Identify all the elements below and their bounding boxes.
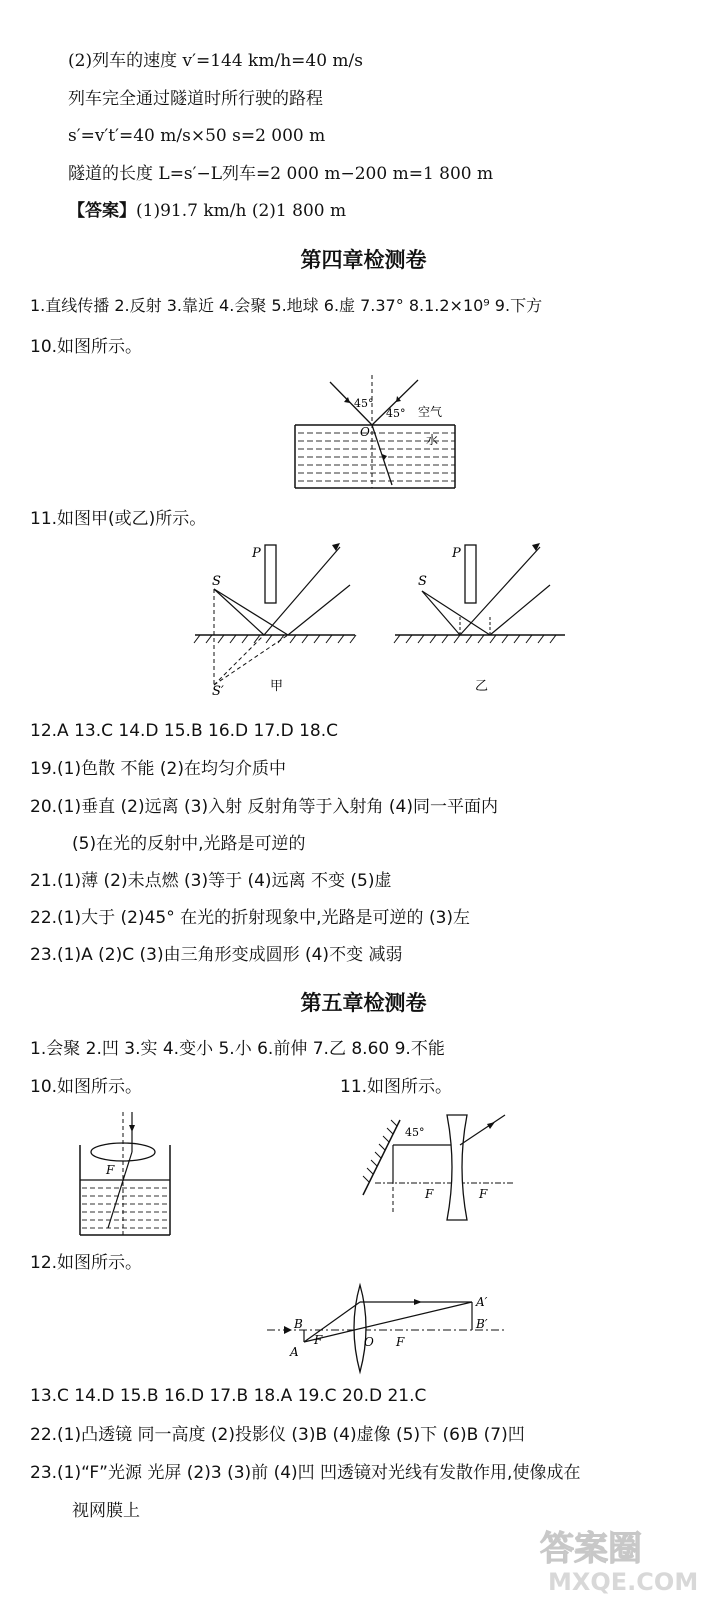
ch4-fig11 bbox=[190, 535, 580, 700]
ch5-q10: 10.如图所示。 bbox=[30, 1077, 143, 1097]
ch5-fig10 bbox=[70, 1110, 180, 1240]
chapter4-title: 第四章检测卷 bbox=[300, 248, 427, 272]
ch4-q22: 22.(1)大于 (2)45° 在光的折射现象中,光路是可逆的 (3)左 bbox=[30, 908, 471, 928]
ch4-q20-a: 20.(1)垂直 (2)远离 (3)入射 反射角等于入射角 (4)同一平面内 bbox=[30, 797, 498, 817]
fig10-air-label: 空气 bbox=[418, 405, 443, 419]
ch5-fig12 bbox=[262, 1280, 512, 1375]
ch5-fig12-a: A bbox=[290, 1345, 299, 1359]
answer-tag: 【答案】 bbox=[68, 201, 136, 221]
ch4-q23: 23.(1)A (2)C (3)由三角形变成圆形 (4)不变 减弱 bbox=[30, 945, 403, 965]
fig11-yi-s: S bbox=[418, 574, 427, 589]
fig11-jia-label: 甲 bbox=[270, 679, 284, 694]
fig11-jia-s-prime: S′ bbox=[212, 684, 224, 699]
ch4-q11: 11.如图甲(或乙)所示。 bbox=[30, 509, 207, 529]
ch5-q22: 22.(1)凸透镜 同一高度 (2)投影仪 (3)B (4)虚像 (5)下 (6)B (7)凹 bbox=[30, 1425, 525, 1445]
watermark-text-cn: 答案圈 bbox=[540, 1529, 642, 1569]
ch5-fig12-a-prime: A′ bbox=[476, 1295, 488, 1309]
ch5-fig12-o: O bbox=[364, 1335, 374, 1349]
ch4-q10: 10.如图所示。 bbox=[30, 337, 143, 357]
ch5-fig11-angle: 45° bbox=[405, 1126, 425, 1139]
ch4-q1-9: 1.直线传播 2.反射 3.靠近 4.会聚 5.地球 6.虚 7.37° 8.1.2×10⁹ 9.下方 bbox=[30, 296, 543, 315]
ch5-fig11 bbox=[355, 1110, 515, 1225]
fig11-jia-s: S bbox=[212, 574, 221, 589]
ch5-fig11-f2: F bbox=[479, 1187, 488, 1201]
fig11-yi-label: 乙 bbox=[475, 679, 489, 694]
fig11-jia-p: P bbox=[252, 546, 261, 561]
distance-intro-line: 列车完全通过隧道时所行驶的路程 bbox=[68, 89, 323, 109]
ch4-q20-b: (5)在光的反射中,光路是可逆的 bbox=[72, 834, 306, 854]
fig10-angle-a: 45° bbox=[354, 397, 374, 410]
answer-text: (1)91.7 km/h (2)1 800 m bbox=[136, 201, 347, 221]
ch5-q11: 11.如图所示。 bbox=[340, 1077, 453, 1097]
ch5-q23-a: 23.(1)“F”光源 光屏 (2)3 (3)前 (4)凹 凹透镜对光线有发散作用,使像成在 bbox=[30, 1463, 581, 1483]
watermark-logo bbox=[530, 1520, 720, 1595]
ch5-fig10-f: F bbox=[106, 1163, 115, 1177]
chapter5-title: 第五章检测卷 bbox=[300, 991, 427, 1015]
fig10-water-label: 水 bbox=[426, 433, 439, 447]
ch5-q23-b: 视网膜上 bbox=[72, 1501, 140, 1521]
watermark-text-url: MXQE.COM bbox=[548, 1568, 699, 1595]
fig11-yi-p: P bbox=[452, 546, 461, 561]
ch5-fig12-b: B bbox=[294, 1317, 303, 1331]
fig10-angle-b: 45° bbox=[386, 407, 406, 420]
fig10-point-o: O bbox=[360, 425, 370, 439]
ch5-fig12-b-prime: B′ bbox=[476, 1317, 488, 1331]
ch5-q1-9: 1.会聚 2.凹 3.实 4.变小 5.小 6.前伸 7.乙 8.60 9.不能 bbox=[30, 1039, 445, 1059]
answer-line bbox=[68, 200, 346, 222]
ch4-q19: 19.(1)色散 不能 (2)在均匀介质中 bbox=[30, 759, 287, 779]
ch4-fig10 bbox=[290, 370, 460, 490]
ch5-fig11-f1: F bbox=[425, 1187, 434, 1201]
ch5-q12: 12.如图所示。 bbox=[30, 1253, 143, 1273]
ch5-fig12-f2: F bbox=[396, 1335, 405, 1349]
ch5-fig12-f1: F bbox=[314, 1333, 323, 1347]
tunnel-length-line: 隧道的长度 L=s′−L列车=2 000 m−200 m=1 800 m bbox=[68, 164, 494, 184]
train-speed-line: (2)列车的速度 v′=144 km/h=40 m/s bbox=[68, 51, 363, 71]
ch5-q13-21: 13.C 14.D 15.B 16.D 17.B 18.A 19.C 20.D 21.C bbox=[30, 1386, 427, 1406]
ch4-q21: 21.(1)薄 (2)未点燃 (3)等于 (4)远离 不变 (5)虚 bbox=[30, 871, 392, 891]
distance-calc-line: s′=v′t′=40 m/s×50 s=2 000 m bbox=[68, 126, 326, 146]
ch4-q12-18: 12.A 13.C 14.D 15.B 16.D 17.D 18.C bbox=[30, 721, 338, 741]
